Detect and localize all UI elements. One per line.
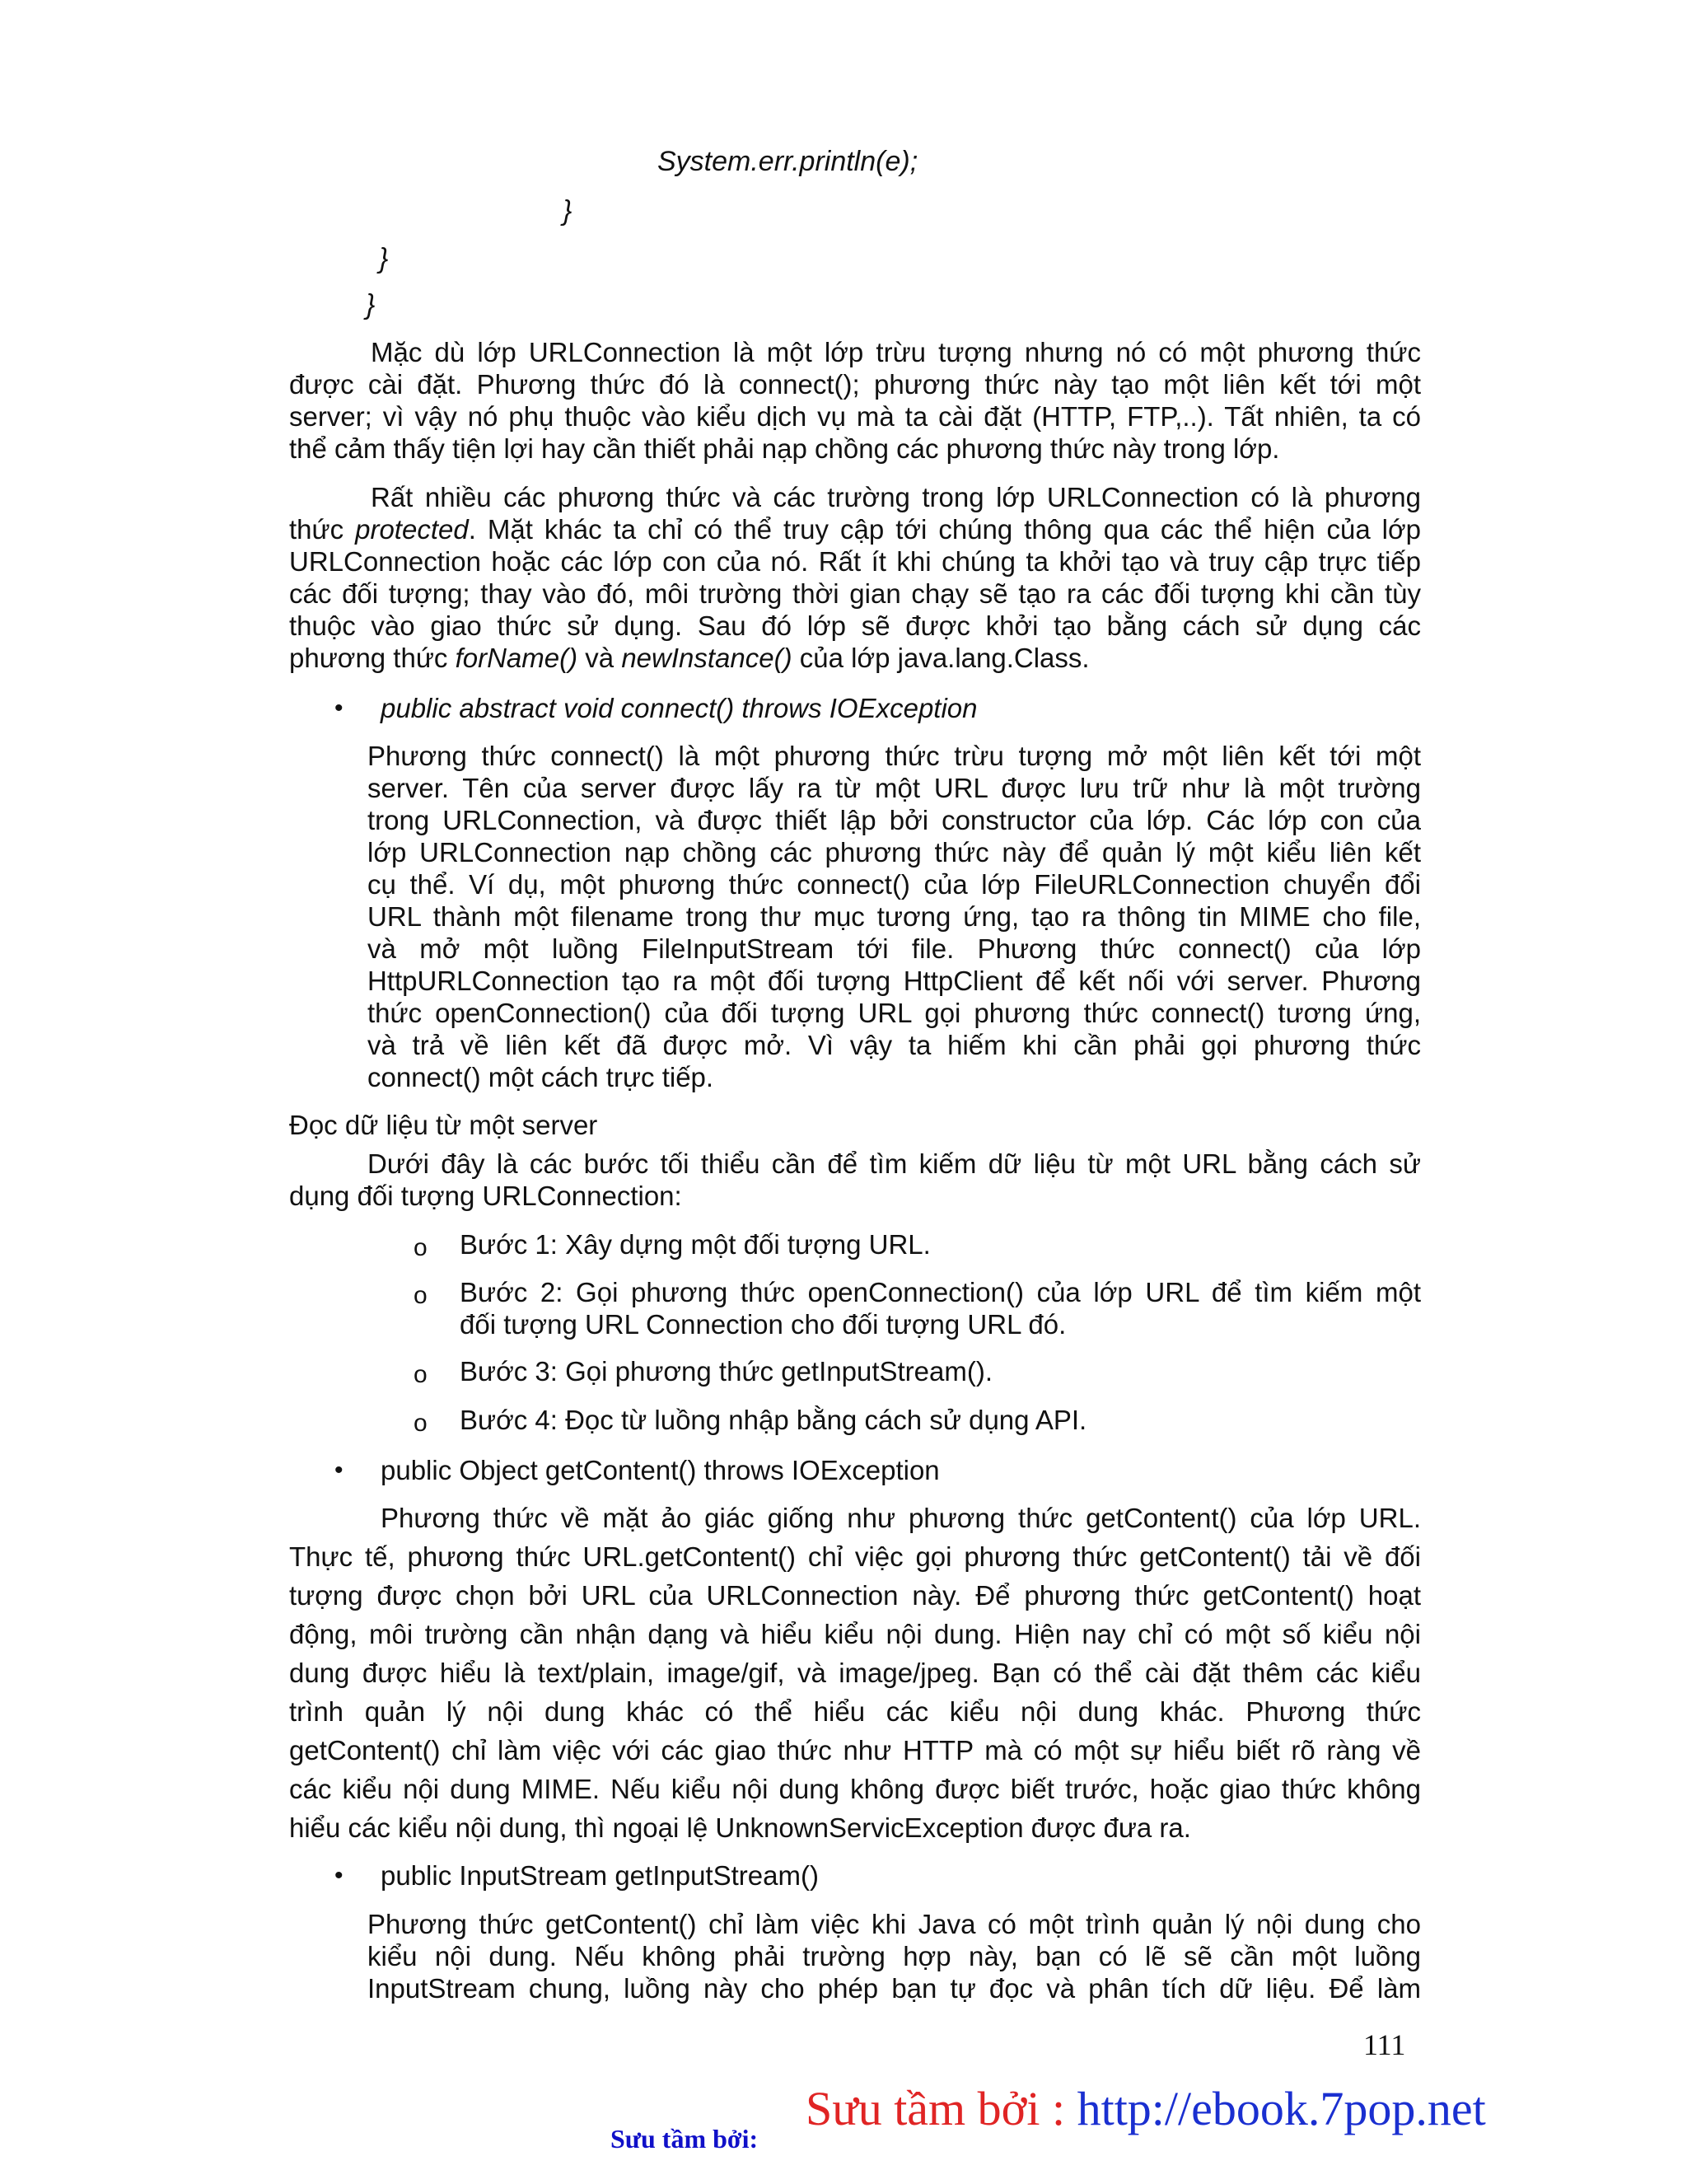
bullet-marker: • <box>334 694 343 722</box>
text-line: động, môi trường cần nhận dạng và hiểu kiểu nội dung. Hiện nay chỉ có một số kiểu nội <box>289 1619 1421 1649</box>
text-line: tượng được chọn bởi URL của URLConnection này. Để phương thức getContent() hoạt <box>289 1580 1421 1611</box>
text-line: thức openConnection() của đối tượng URL gọi phương thức connect() tương ứng, <box>367 998 1421 1028</box>
bullet-marker: • <box>334 1862 343 1889</box>
text-line: thể cảm thấy tiện lợi hay cần thiết phải nạp chồng các phương thức này trong lớp. <box>289 433 1280 464</box>
text-line: InputStream chung, luồng này cho phép bạn tự đọc và phân tích dữ liệu. Để làm <box>367 1973 1421 2004</box>
text-line: và mở một luồng FileInputStream tới file. Phương thức connect() của lớp <box>367 933 1421 964</box>
code-brace: } <box>563 195 572 227</box>
list-marker: o <box>414 1361 428 1388</box>
list-item-continuation: đối tượng URL Connection cho đối tượng URL đó. <box>460 1309 1067 1340</box>
code-println: System.err.println(e); <box>657 146 918 177</box>
text-line: thức protected. Mặt khác ta chỉ có thể truy cập tới chúng thông qua các thể hiện của lớp <box>289 514 1421 545</box>
list-item: Bước 3: Gọi phương thức getInputStream(). <box>460 1356 993 1387</box>
bullet-item-connect: public abstract void connect() throws IOException <box>381 693 978 723</box>
text-line: Phương thức getContent() chỉ làm việc khi Java có một trình quản lý nội dung cho <box>367 1909 1421 1939</box>
list-marker: o <box>414 1234 428 1261</box>
text-line: URL thành một filename trong thư mục tương ứng, tạo ra thông tin MIME cho file, <box>367 901 1421 932</box>
text-line: các đối tượng; thay vào đó, môi trường thời gian chạy sẽ tạo ra các đối tượng khi cần tùy <box>289 578 1421 609</box>
text-line: server; vì vậy nó phụ thuộc vào kiểu dịch vụ mà ta cài đặt (HTTP, FTP,..). Tất nhiên, ta có <box>289 401 1421 432</box>
text-line: kiểu nội dung. Nếu không phải trường hợp này, bạn có lẽ sẽ cần một luồng <box>367 1941 1421 1971</box>
text-line: dung được hiểu là text/plain, image/gif, và image/jpeg. Bạn có thể cài đặt thêm các kiểu <box>289 1658 1421 1688</box>
page-number: 111 <box>1363 2028 1406 2061</box>
text-line: HttpURLConnection tạo ra một đối tượng HttpClient để kết nối với server. Phương <box>367 966 1421 996</box>
text-line: Rất nhiều các phương thức và các trường trong lớp URLConnection có là phương <box>371 482 1421 512</box>
text-line: getContent() chỉ làm việc với các giao thức như HTTP mà có một sự hiểu biết rõ ràng về <box>289 1735 1421 1765</box>
text-line: trong URLConnection, và được thiết lập bởi constructor của lớp. Các lớp con của <box>367 805 1421 835</box>
text-line: hiểu các kiểu nội dung, thì ngoại lệ UnknownServicException được đưa ra. <box>289 1812 1191 1843</box>
text-line: thuộc vào giao thức sử dụng. Sau đó lớp sẽ được khởi tạo bằng cách sử dụng các <box>289 610 1421 641</box>
source-watermark: Sưu tầm bởi : http://ebook.7pop.net <box>806 2082 1486 2135</box>
bullet-item-getcontent: public Object getContent() throws IOException <box>381 1455 940 1485</box>
bullet-item-getinputstream: public InputStream getInputStream() <box>381 1860 819 1891</box>
text-line: Phương thức về mặt ảo giác giống như phương thức getContent() của lớp URL. <box>381 1503 1421 1533</box>
text-line: cụ thể. Ví dụ, một phương thức connect() của lớp FileURLConnection chuyển đổi <box>367 869 1421 900</box>
code-brace: } <box>379 243 389 274</box>
text-line: các kiểu nội dung MIME. Nếu kiểu nội dung không được biết trước, hoặc giao thức không <box>289 1774 1421 1804</box>
list-item: Bước 4: Đọc từ luồng nhập bằng cách sử dụng API. <box>460 1405 1087 1435</box>
code-brace: } <box>366 289 376 320</box>
text-line: URLConnection hoặc các lớp con của nó. Rất ít khi chúng ta khởi tạo và truy cập trực tiếp <box>289 546 1421 577</box>
text-line: trình quản lý nội dung khác có thể hiểu các kiểu nội dung khác. Phương thức <box>289 1696 1421 1727</box>
text-line: phương thức forName() và newInstance() của lớp java.lang.Class. <box>289 643 1090 673</box>
text-line: Dưới đây là các bước tối thiểu cần để tìm kiếm dữ liệu từ một URL bằng cách sử <box>367 1148 1421 1179</box>
text-line: và trả về liên kết đã được mở. Vì vậy ta hiếm khi cần phải gọi phương thức <box>367 1030 1421 1060</box>
text-line: Phương thức connect() là một phương thức trừu tượng mở một liên kết tới một <box>367 741 1421 771</box>
text-line: server. Tên của server được lấy ra từ một URL được lưu trữ như là một trường <box>367 773 1421 803</box>
text-line: dụng đối tượng URLConnection: <box>289 1181 682 1211</box>
text-line: được cài đặt. Phương thức đó là connect(); phương thức này tạo một liên kết tới một <box>289 369 1421 400</box>
text-line: Thực tế, phương thức URL.getContent() chỉ việc gọi phương thức getContent() tải về đối <box>289 1541 1421 1572</box>
text-line: lớp URLConnection nạp chồng các phương thức này để quản lý một kiểu liên kết <box>367 837 1421 868</box>
list-marker: o <box>414 1410 428 1437</box>
text-line: Mặc dù lớp URLConnection là một lớp trừu tượng nhưng nó có một phương thức <box>371 337 1421 367</box>
list-item: Bước 2: Gọi phương thức openConnection() của lớp URL để tìm kiếm một <box>460 1277 1421 1307</box>
list-marker: o <box>414 1282 428 1309</box>
bullet-marker: • <box>334 1457 343 1484</box>
text-line: connect() một cách trực tiếp. <box>367 1062 714 1092</box>
section-heading: Đọc dữ liệu từ một server <box>289 1110 598 1140</box>
list-item: Bước 1: Xây dựng một đối tượng URL. <box>460 1229 931 1260</box>
source-credit-label: Sưu tầm bởi: <box>610 2124 759 2154</box>
